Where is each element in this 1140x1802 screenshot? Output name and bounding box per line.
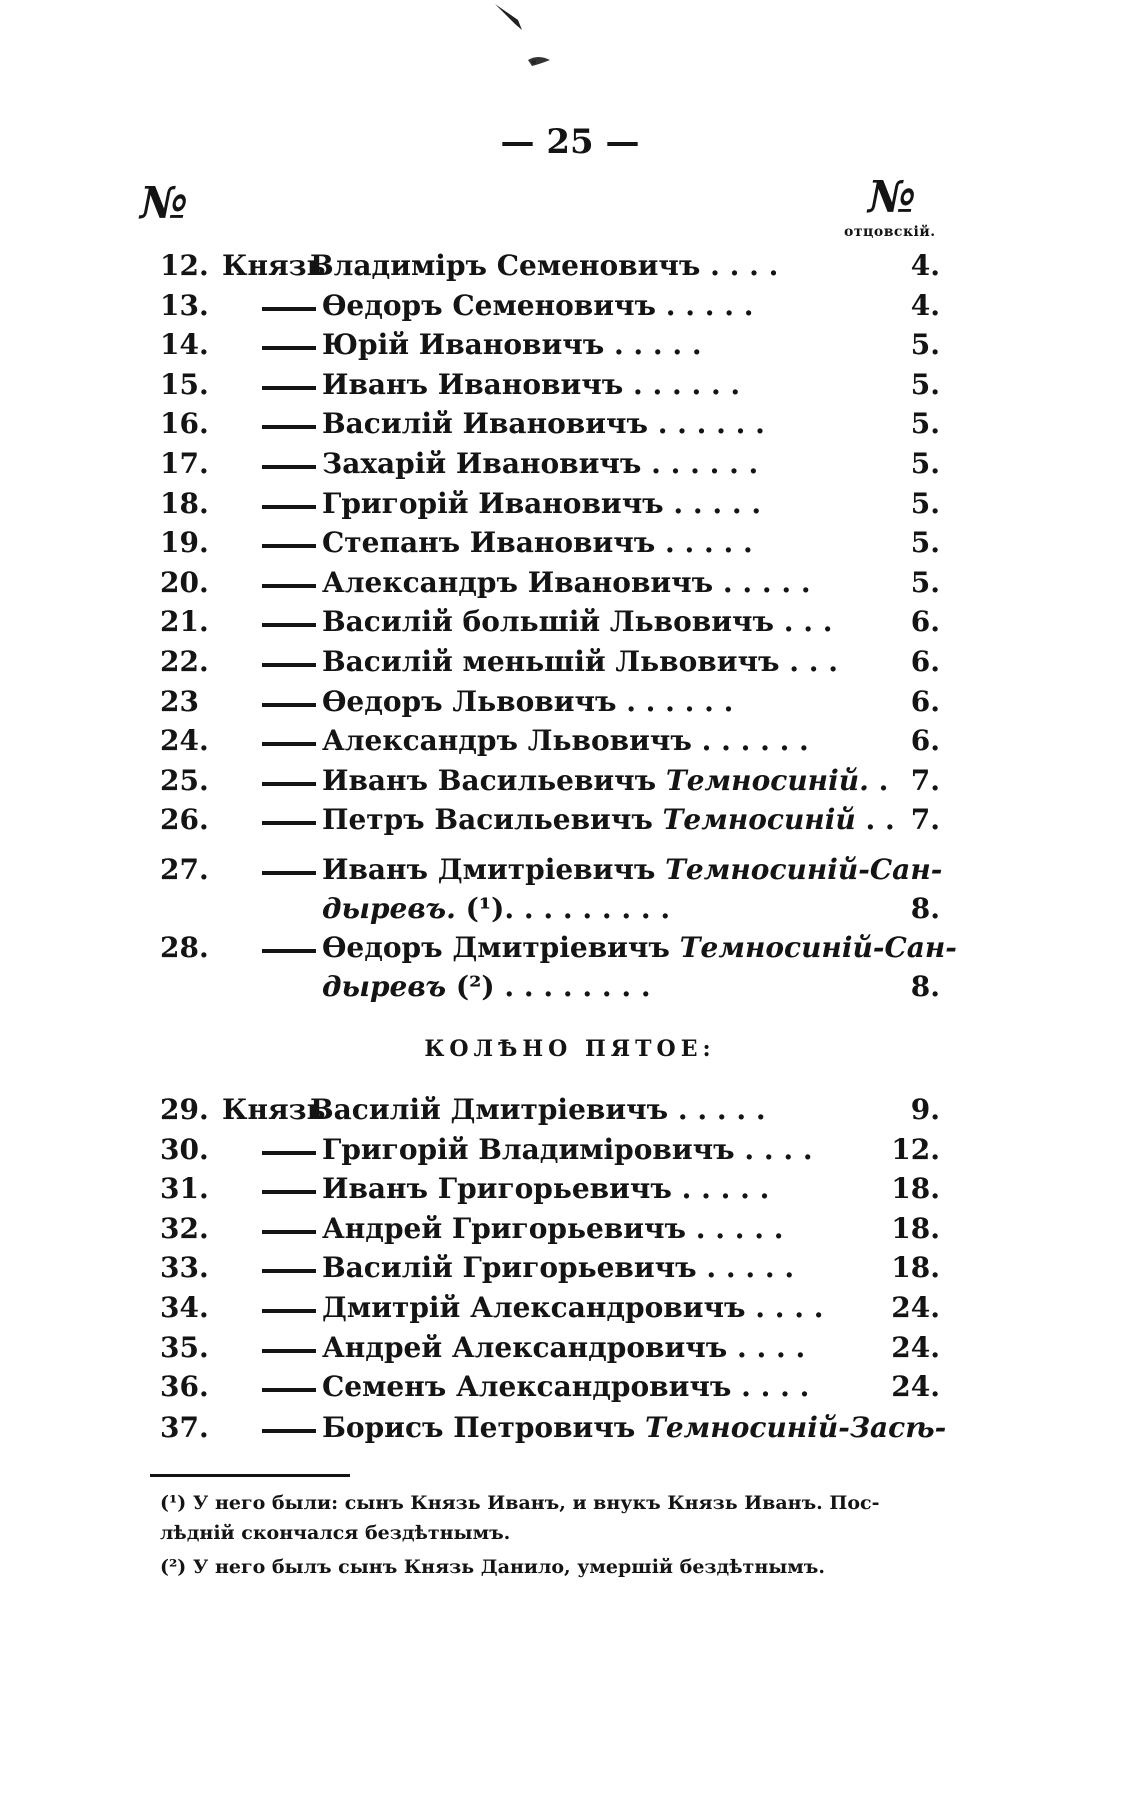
leader-dots: . . . (783, 605, 833, 639)
entry-number: 12. (160, 249, 209, 282)
entry-name: Василій большій Львовичъ . . . (322, 605, 833, 639)
leader-dots: . . . . . (706, 1251, 795, 1285)
entry-name: Захарій Ивановичъ . . . . . . (322, 447, 759, 480)
entry-number: 28. (160, 931, 209, 964)
entry-number: 17. (160, 447, 209, 480)
section-heading: КОЛѢНО ПЯТОЕ: (424, 1036, 716, 1062)
ditto-dash (262, 949, 316, 953)
entry-number: 23 (160, 684, 199, 718)
leader-dots: . (878, 763, 889, 797)
entry-name: Андрей Александровичъ . . . . (322, 1330, 806, 1364)
entry-number: 20. (160, 565, 209, 599)
leader-dots: . . . . . (681, 1172, 770, 1206)
leader-dots: . . . . (741, 1370, 810, 1404)
ditto-dash (262, 742, 316, 746)
leader-dots: . . . . (744, 1132, 813, 1166)
leader-dots: . . . . (710, 249, 779, 282)
leader-dots: . . . . . (664, 526, 753, 560)
leader-dots: . . . . . (695, 1211, 784, 1245)
father-ref: 8. (910, 970, 940, 1003)
ditto-dash (262, 307, 316, 311)
page-number: — 25 — (500, 122, 640, 162)
entry-number: 30. (160, 1132, 209, 1166)
father-ref: 6. (910, 605, 940, 639)
ditto-dash (262, 703, 316, 707)
ditto-dash (262, 1269, 316, 1273)
entry-name: Иванъ Григорьевичъ . . . . . (322, 1172, 770, 1206)
entry-name: Василій меньшій Львовичъ . . . (322, 645, 838, 678)
leader-dots: . . . . . . (651, 447, 759, 480)
leader-dots: . . . . . . (657, 407, 765, 441)
number-column-header: № (140, 178, 188, 229)
father-ref: 7. (910, 803, 940, 837)
entry-name: Андрей Григорьевичъ . . . . . (322, 1211, 784, 1245)
ditto-dash (262, 663, 316, 667)
leader-dots: . . . . . . (632, 367, 741, 401)
entry-number: 31. (160, 1172, 209, 1206)
entry-name: Владиміръ Семеновичъ . . . . (310, 249, 779, 282)
leader-dots: . . . . . (613, 328, 702, 362)
father-ref: 5. (910, 328, 940, 362)
father-ref: 24. (891, 1330, 940, 1364)
ditto-dash (262, 1190, 316, 1194)
entry-number: 27. (160, 853, 209, 886)
father-ref: 6. (910, 645, 940, 678)
ditto-dash (262, 386, 316, 390)
leader-dots: . . . . (737, 1330, 806, 1364)
entry-number: 21. (160, 605, 209, 639)
ditto-dash (262, 505, 316, 509)
father-ref: 9. (910, 1093, 940, 1126)
entry-name: Борисъ Петровичъ Темносиній-Засѣ- (322, 1411, 947, 1444)
entry-name: Ѳедоръ Семеновичъ . . . . . (322, 288, 754, 322)
ditto-dash (262, 782, 316, 786)
leader-dots: . . . . (755, 1291, 824, 1324)
leader-dots: . . . . . (673, 486, 762, 520)
father-ref: 5. (910, 565, 940, 599)
father-ref: 8. (910, 892, 940, 925)
ditto-dash (262, 623, 316, 627)
father-ref: 4. (910, 288, 940, 322)
father-number-column-header: № (868, 172, 916, 223)
entry-name: Василій Григорьевичъ . . . . . (322, 1251, 795, 1285)
entry-name: Иванъ Дмитріевичъ Темносиній-Сан- (322, 853, 943, 886)
ditto-dash (262, 1429, 316, 1433)
entry-number: 15. (160, 367, 209, 401)
footnote-rule (150, 1474, 350, 1477)
father-ref: 5. (910, 447, 940, 480)
entry-number: 19. (160, 526, 209, 560)
leader-dots: . . . . . (665, 288, 754, 322)
leader-dots: . . (865, 803, 895, 837)
footnote-2: (²) У него былъ сынъ Князь Данило, умершій бездѣтнымъ. (160, 1556, 825, 1578)
entry-name: Иванъ Ивановичъ . . . . . . (322, 367, 741, 401)
entry-name: Юрій Ивановичъ . . . . . (322, 328, 702, 362)
entry-name-continuation: дыревъ (²) . . . . . . . . (322, 970, 651, 1003)
father-ref: 18. (891, 1172, 940, 1206)
father-ref: 24. (891, 1291, 940, 1324)
entry-number: 18. (160, 486, 209, 520)
entry-number: 25. (160, 763, 209, 797)
entry-name: Александръ Ивановичъ . . . . . (322, 565, 811, 599)
entry-number: 32. (160, 1211, 209, 1245)
entry-name: Григорій Ивановичъ . . . . . (322, 486, 762, 520)
entry-name: Семенъ Александровичъ . . . . (322, 1370, 810, 1404)
ditto-dash (262, 1349, 316, 1353)
entry-number: 22. (160, 645, 209, 678)
entry-number: 36. (160, 1370, 209, 1404)
ditto-dash (262, 1230, 316, 1234)
leader-dots: . . . (789, 645, 838, 678)
ditto-dash (262, 465, 316, 469)
ditto-dash (262, 425, 316, 429)
father-ref: 7. (910, 763, 940, 797)
entry-number: 37. (160, 1411, 209, 1444)
entry-name: Степанъ Ивановичъ . . . . . (322, 526, 753, 560)
entry-number: 16. (160, 407, 209, 441)
entry-name: Александръ Львовичъ . . . . . . (322, 724, 809, 758)
entry-number: 34. (160, 1291, 209, 1324)
ditto-dash (262, 1151, 316, 1155)
father-ref: 6. (910, 724, 940, 758)
father-ref: 5. (910, 407, 940, 441)
ditto-dash (262, 821, 316, 825)
entry-name: Григорій Владиміровичъ . . . . (322, 1132, 813, 1166)
entry-name: Ѳедоръ Львовичъ . . . . . . (322, 684, 734, 718)
footnote-1-line-2: лѣдній скончался бездѣтнымъ. (160, 1522, 511, 1544)
entry-name: Дмитрій Александровичъ . . . . (322, 1291, 824, 1324)
leader-dots: . . . . . . (626, 684, 734, 718)
father-ref: 24. (891, 1370, 940, 1404)
entry-name: Василій Дмитріевичъ . . . . . (310, 1093, 766, 1126)
entry-name-continuation: дыревъ. (¹). . . . . . . . . (322, 892, 671, 925)
ditto-dash (262, 346, 316, 350)
entry-number: 33. (160, 1251, 209, 1285)
ditto-dash (262, 1309, 316, 1313)
entry-number: 13. (160, 288, 209, 322)
father-ref: 6. (910, 684, 940, 718)
ditto-dash (262, 871, 316, 875)
father-ref: 4. (910, 249, 940, 282)
leader-dots: . . . . . (722, 565, 811, 599)
entry-number: 35. (160, 1330, 209, 1364)
father-ref: 18. (891, 1251, 940, 1285)
father-ref: 5. (910, 526, 940, 560)
father-ref: 18. (891, 1211, 940, 1245)
father-ref: 12. (891, 1132, 940, 1166)
entry-title: Князь (222, 249, 326, 282)
footnote-1-line-1: (¹) У него были: сынъ Князь Иванъ, и внукъ Князь Иванъ. Пос- (160, 1492, 880, 1514)
entry-name: Василій Ивановичъ . . . . . . (322, 407, 765, 441)
ditto-dash (262, 544, 316, 548)
entry-number: 24. (160, 724, 209, 758)
entry-name: Ѳедоръ Дмитріевичъ Темносиній-Сан- (322, 931, 957, 964)
leader-dots: . . . . . (677, 1093, 766, 1126)
entry-name: Иванъ Васильевичъ Темносиній. . (322, 763, 889, 797)
entry-title: Князь (222, 1093, 326, 1126)
father-ref: 5. (910, 367, 940, 401)
father-column-caption: отцовскій. (844, 224, 936, 240)
father-ref: 5. (910, 486, 940, 520)
ditto-dash (262, 1388, 316, 1392)
entry-number: 14. (160, 328, 209, 362)
entry-number: 29. (160, 1093, 209, 1126)
entry-name: Петръ Васильевичъ Темносиній . . (322, 803, 895, 837)
top-ornament (490, 2, 570, 82)
leader-dots: . . . . . . (701, 724, 809, 758)
entry-number: 26. (160, 803, 209, 837)
ditto-dash (262, 584, 316, 588)
